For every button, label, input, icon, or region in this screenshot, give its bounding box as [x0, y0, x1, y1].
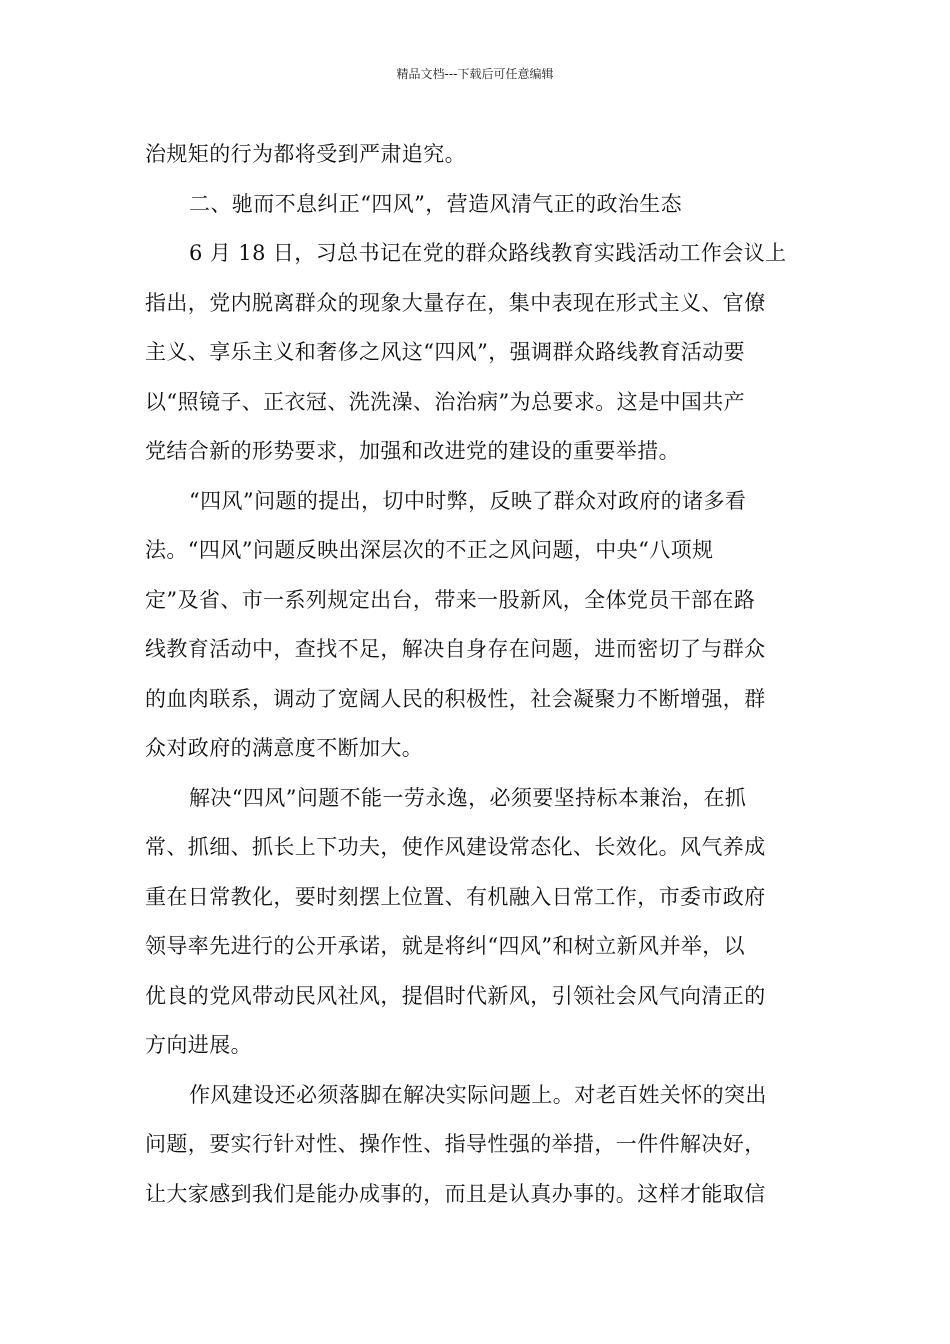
paragraph-line: 常、抓细、抓长上下功夫，使作风建设常态化、长效化。风气养成 — [145, 835, 766, 859]
paragraph-line: 众对政府的满意度不断加大。 — [145, 736, 424, 760]
paragraph-line: 法。“四风”问题反映出深层次的不正之风问题，中央“八项规 — [145, 538, 714, 562]
paragraph-line: 定”及省、市一系列规定出台，带来一股新风，全体党员干部在路 — [145, 587, 756, 612]
paragraph-line: 作风建设还必须落脚在解决实际问题上。对老百姓关怀的突出 — [189, 1082, 767, 1107]
paragraph-line: 党结合新的形势要求，加强和改进党的建设的重要举措。 — [145, 439, 680, 463]
paragraph-line: 线教育活动中，查找不足，解决自身存在问题，进而密切了与群众 — [145, 637, 766, 661]
document-body — [145, 130, 809, 1219]
paragraph-line: 的血肉联系，调动了宽阔人民的积极性，社会凝聚力不断增强，群 — [145, 686, 766, 711]
paragraph-line: 以“照镜子、正衣冠、洗洗澡、治治病”为总要求。这是中国共产 — [145, 389, 746, 414]
text-line: 治规矩的行为都将受到严肃追究。 — [145, 142, 466, 166]
paragraph-line: “四风”问题的提出，切中时弊，反映了群众对政府的诸多看 — [189, 488, 747, 513]
paragraph-line: 优良的党风带动民风社风，提倡时代新风，引领社会风气向清正的 — [145, 983, 766, 1008]
paragraph-line: 问题，要实行针对性、操作性、指导性强的举措，一件件解决好， — [145, 1132, 766, 1156]
paragraph-line: 重在日常教化，要时刻摆上位置、有机融入日常工作，市委市政府 — [145, 884, 766, 909]
paragraph-line: 领导率先进行的公开承诺，就是将纠“四风”和树立新风并举，以 — [145, 934, 746, 958]
paragraph-line: 指出，党内脱离群众的现象大量存在，集中表现在形式主义、官僚 — [145, 290, 766, 315]
paragraph-line: 6 月 18 日，习总书记在党的群众路线教育实践活动工作会议上 — [189, 241, 787, 265]
page-header: 精品文档---下载后可任意编辑 — [396, 67, 554, 81]
paragraph-line: 主义、享乐主义和奢侈之风这“四风”，强调群众路线教育活动要 — [145, 340, 746, 364]
section-heading: 二、驰而不息纠正“四风”，营造风清气正的政治生态 — [189, 191, 683, 216]
paragraph-line: 解决“四风”问题不能一劳永逸，必须要坚持标本兼治，在抓 — [189, 785, 747, 810]
paragraph-line: 方向进展。 — [145, 1033, 252, 1057]
paragraph-line: 让大家感到我们是能办成事的，而且是认真办事的。这样才能取信 — [145, 1181, 766, 1206]
